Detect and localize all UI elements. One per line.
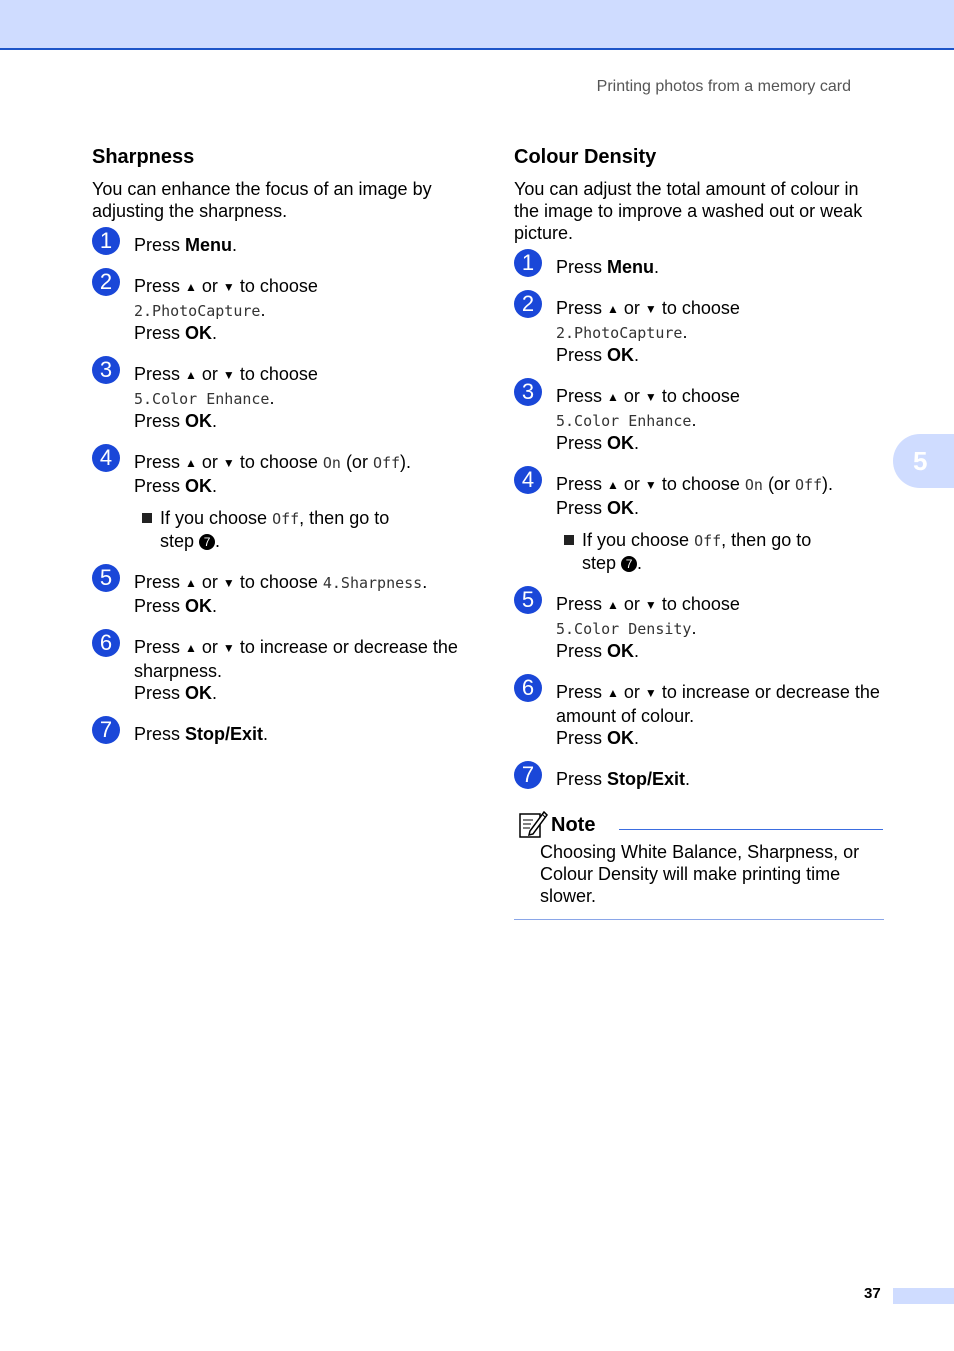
step-number-badge: 2 <box>92 268 120 296</box>
step-number-badge: 2 <box>514 290 542 318</box>
menu-code: 2.PhotoCapture <box>556 324 683 342</box>
square-bullet-icon <box>142 513 152 523</box>
up-arrow-icon: ▲ <box>185 641 197 655</box>
up-arrow-icon: ▲ <box>607 598 619 612</box>
up-arrow-icon: ▲ <box>607 390 619 404</box>
note-title: Note <box>551 814 596 836</box>
running-header: Printing photos from a memory card <box>596 78 851 95</box>
down-arrow-icon: ▼ <box>222 456 235 470</box>
top-header-band <box>0 0 954 50</box>
section-title: Sharpness <box>92 146 195 168</box>
menu-code: 5.Color Enhance <box>134 390 270 408</box>
square-bullet-icon <box>564 535 574 545</box>
down-arrow-icon: ▼ <box>644 686 657 700</box>
step-number-badge: 4 <box>92 444 120 472</box>
note-pencil-icon <box>518 809 548 839</box>
step-1: 1 Press Menu. <box>92 234 464 256</box>
step-number-badge: 5 <box>514 586 542 614</box>
step-5: 5 Press ▲ or ▼ to choose 4.Sharpness. Press OK. <box>92 571 464 617</box>
down-arrow-icon: ▼ <box>222 641 235 655</box>
chapter-tab: 5 <box>893 434 954 488</box>
step-number-badge: 7 <box>514 761 542 789</box>
step-number-badge: 3 <box>514 378 542 406</box>
menu-code: 5.Color Enhance <box>556 412 692 430</box>
step-4: 4 Press ▲ or ▼ to choose On (or Off). Press OK. If you choose Off, then go to step 7 . <box>514 473 884 574</box>
step-7: 7 Press Stop/Exit. <box>514 768 884 790</box>
bullet-item: If you choose Off, then go to step 7 . <box>556 529 884 574</box>
down-arrow-icon: ▼ <box>644 478 657 492</box>
down-arrow-icon: ▼ <box>222 576 235 590</box>
up-arrow-icon: ▲ <box>185 368 197 382</box>
up-arrow-icon: ▲ <box>607 478 619 492</box>
up-arrow-icon: ▲ <box>607 686 619 700</box>
step-number-badge: 7 <box>92 716 120 744</box>
menu-code: 5.Color Density <box>556 620 692 638</box>
step-2: 2 Press ▲ or ▼ to choose 2.PhotoCapture. Press OK. <box>514 297 884 366</box>
down-arrow-icon: ▼ <box>644 390 657 404</box>
step-number-badge: 6 <box>92 629 120 657</box>
menu-code: 4.Sharpness <box>322 574 423 592</box>
step-3: 3 Press ▲ or ▼ to choose 5.Color Enhance. Press OK. <box>514 385 884 454</box>
page-number: 37 <box>864 1285 881 1302</box>
step-6: 6 Press ▲ or ▼ to increase or decrease the amount of colour. Press OK. <box>514 681 884 749</box>
step-4: 4 Press ▲ or ▼ to choose On (or Off). Press OK. If you choose Off, then go to step 7 . <box>92 451 464 552</box>
step-reference-badge: 7 <box>199 534 215 550</box>
step-number-badge: 1 <box>92 227 120 255</box>
page-number-bar <box>893 1288 954 1304</box>
step-2: 2 Press ▲ or ▼ to choose 2.PhotoCapture. Press OK. <box>92 275 464 344</box>
note-body: Choosing White Balance, Sharpness, or Colour Density will make printing time slower. <box>514 841 884 920</box>
step-number-badge: 4 <box>514 466 542 494</box>
note-divider <box>619 829 883 830</box>
up-arrow-icon: ▲ <box>185 456 197 470</box>
step-number-badge: 6 <box>514 674 542 702</box>
note-box <box>514 809 884 920</box>
up-arrow-icon: ▲ <box>607 302 619 316</box>
menu-code: 2.PhotoCapture <box>134 302 261 320</box>
step-reference-badge: 7 <box>621 556 637 572</box>
section-intro: You can adjust the total amount of colour in the image to improve a washed out or weak picture. <box>514 179 863 243</box>
up-arrow-icon: ▲ <box>185 576 197 590</box>
step-7: 7 Press Stop/Exit. <box>92 723 464 745</box>
step-number-badge: 5 <box>92 564 120 592</box>
sharpness-section <box>92 146 464 764</box>
colour-density-section <box>514 146 884 920</box>
section-title: Colour Density <box>514 146 657 168</box>
step-6: 6 Press ▲ or ▼ to increase or decrease the sharpness. Press OK. <box>92 636 464 704</box>
step-1: 1 Press Menu. <box>514 256 884 278</box>
step-5: 5 Press ▲ or ▼ to choose 5.Color Density. Press OK. <box>514 593 884 662</box>
section-intro: You can enhance the focus of an image by adjusting the sharpness. <box>92 179 432 221</box>
step-number-badge: 3 <box>92 356 120 384</box>
bullet-item: If you choose Off, then go to step 7 . <box>134 507 464 552</box>
step-3: 3 Press ▲ or ▼ to choose 5.Color Enhance. Press OK. <box>92 363 464 432</box>
step-number-badge: 1 <box>514 249 542 277</box>
down-arrow-icon: ▼ <box>644 598 657 612</box>
up-arrow-icon: ▲ <box>185 280 197 294</box>
down-arrow-icon: ▼ <box>222 280 235 294</box>
down-arrow-icon: ▼ <box>644 302 657 316</box>
down-arrow-icon: ▼ <box>222 368 235 382</box>
